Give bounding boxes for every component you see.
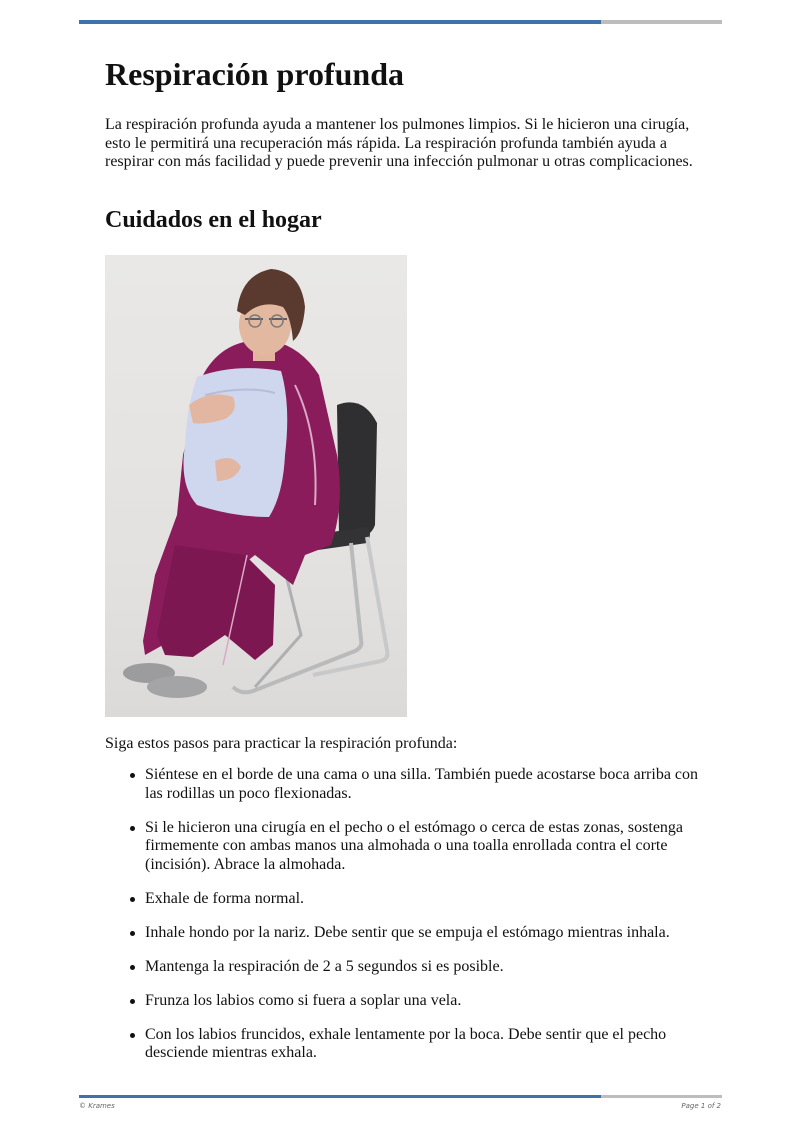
list-item: Mantenga la respiración de 2 a 5 segundos si es posible. [105,958,705,977]
list-item: Frunza los labios como si fuera a soplar una vela. [105,992,705,1011]
footer-rule [79,1095,722,1098]
steps-list [105,766,705,1078]
list-item: Inhale hondo por la nariz. Debe sentir que se empuja el estómago mientras inhala. [105,924,705,943]
footer-rule-grey [601,1095,722,1098]
footer-copyright: © Krames [79,1102,115,1110]
steps-lead: Siga estos pasos para practicar la respiración profunda: [105,735,458,752]
footer-page-number: Page 1 of 2 [681,1102,721,1110]
header-rule-grey [601,20,722,24]
list-item: Siéntese en el borde de una cama o una silla. También puede acostarse boca arriba con las rodillas un poco flexionadas. [105,766,705,803]
page-title: Respiración profunda [105,56,405,92]
list-item: Exhale de forma normal. [105,890,705,909]
header-rule [79,20,722,24]
intro-paragraph: La respiración profunda ayuda a mantener los pulmones limpios. Si le hicieron una cirugía, esto le permitirá una recuperación más rápida. La respiración profunda también ayuda a respirar con más facilidad y puede prevenir una infección pulmonar u otras complicaciones. [105,116,693,170]
section-heading: Cuidados en el hogar [105,207,322,233]
list-item: Con los labios fruncidos, exhale lentamente por la boca. Debe sentir que el pecho desciende mientras exhala. [105,1026,705,1063]
woman-holding-pillow-photo [105,255,407,717]
footer-rule-accent [79,1095,601,1098]
list-item: Si le hicieron una cirugía en el pecho o el estómago o cerca de estas zonas, sostenga firmemente con ambas manos una almohada o una toalla enrollada contra el corte (incisión). Abrace la almohada. [105,819,705,875]
header-rule-accent [79,20,601,24]
